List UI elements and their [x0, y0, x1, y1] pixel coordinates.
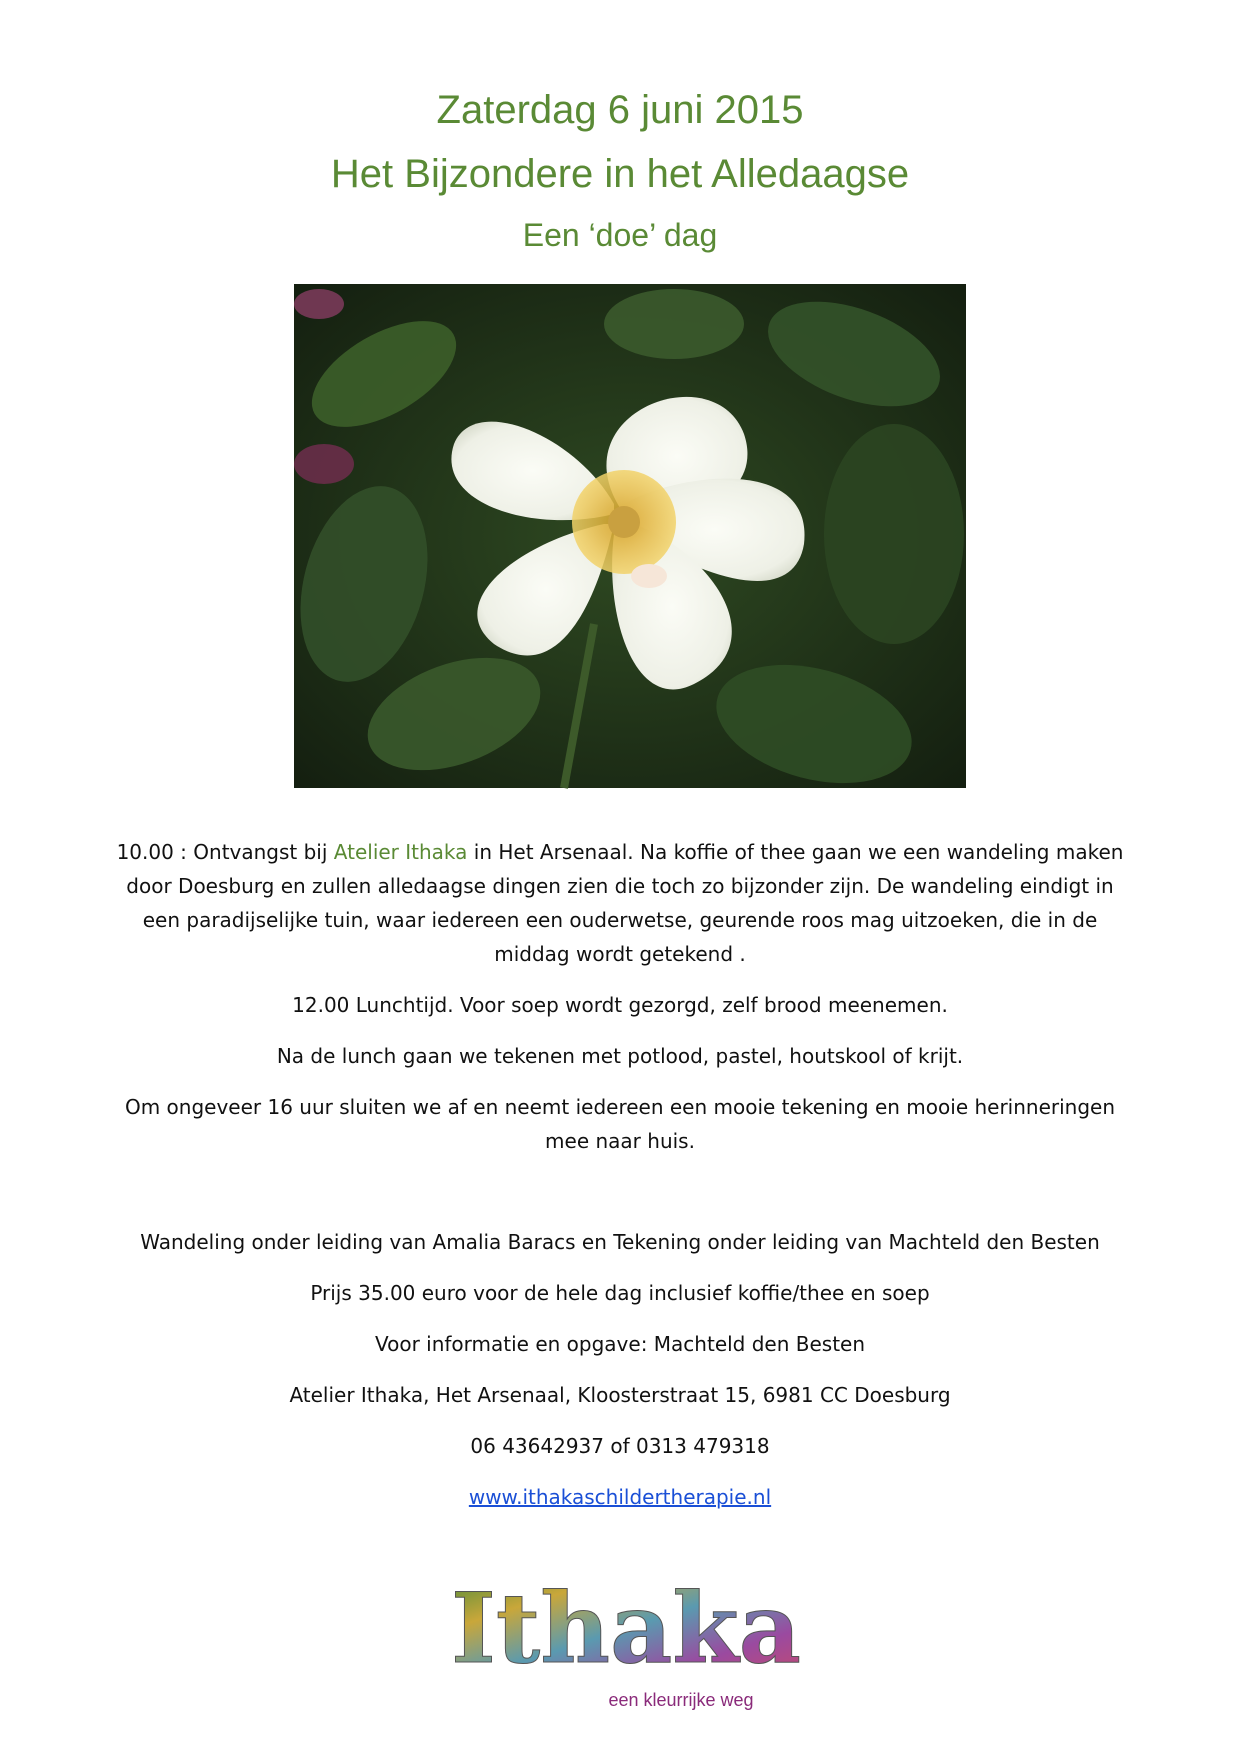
spacer — [110, 1175, 1130, 1225]
title-block — [0, 78, 1240, 260]
address-line: Atelier Ithaka, Het Arsenaal, Kloosterstraat 15, 6981 CC Doesburg — [289, 1383, 951, 1407]
logo-wordmark: Ithaka — [451, 1572, 801, 1685]
page-title: Het Bijzondere in het Alledaagse — [330, 152, 910, 196]
atelier-name: Atelier Ithaka — [333, 840, 468, 864]
program-paragraph-lunch: 12.00 Lunchtijd. Voor soep wordt gezorgd, zelf brood meenemen. — [292, 993, 948, 1017]
program-paragraph-drawing: Na de lunch gaan we tekenen met potlood, pastel, houtskool of krijt. — [276, 1044, 964, 1068]
leaders-line: Wandeling onder leiding van Amalia Baracs en Tekening onder leiding van Machteld den Besten — [140, 1230, 1100, 1254]
white-rose-photo — [294, 284, 966, 788]
logo-tagline: een kleurrijke weg — [608, 1690, 754, 1710]
program-text — [110, 835, 1130, 1531]
price-line: Prijs 35.00 euro voor de hele dag inclusief koffie/thee en soep — [310, 1281, 930, 1305]
page-subtitle: Een ‘doe’ dag — [522, 217, 718, 253]
morning-description: in Het Arsenaal. Na koffie of thee gaan we een wandeling maken door Doesburg en zullen alledaagse dingen zien die toch zo bijzonder zijn. De wandeling eindigt in een paradijselijke tuin, waar iedereen een ouderwetse, geurende roos mag uitzoeken, die in de middag wordt getekend . — [126, 840, 1124, 966]
phone-line: 06 43642937 of 0313 479318 — [470, 1434, 770, 1458]
program-paragraph-closing: Om ongeveer 16 uur sluiten we af en neemt iedereen een mooie tekening en mooie herinneringen mee naar huis. — [124, 1095, 1116, 1153]
date-heading: Zaterdag 6 juni 2015 — [436, 88, 804, 132]
program-paragraph-morning — [110, 835, 1130, 971]
contact-line: Voor informatie en opgave: Machteld den Besten — [374, 1332, 866, 1356]
morning-time-text: 10.00 : Ontvangst bij — [116, 840, 334, 864]
ithaka-logo — [451, 1572, 801, 1720]
website-link[interactable]: www.ithakaschildertherapie.nl — [468, 1485, 772, 1509]
